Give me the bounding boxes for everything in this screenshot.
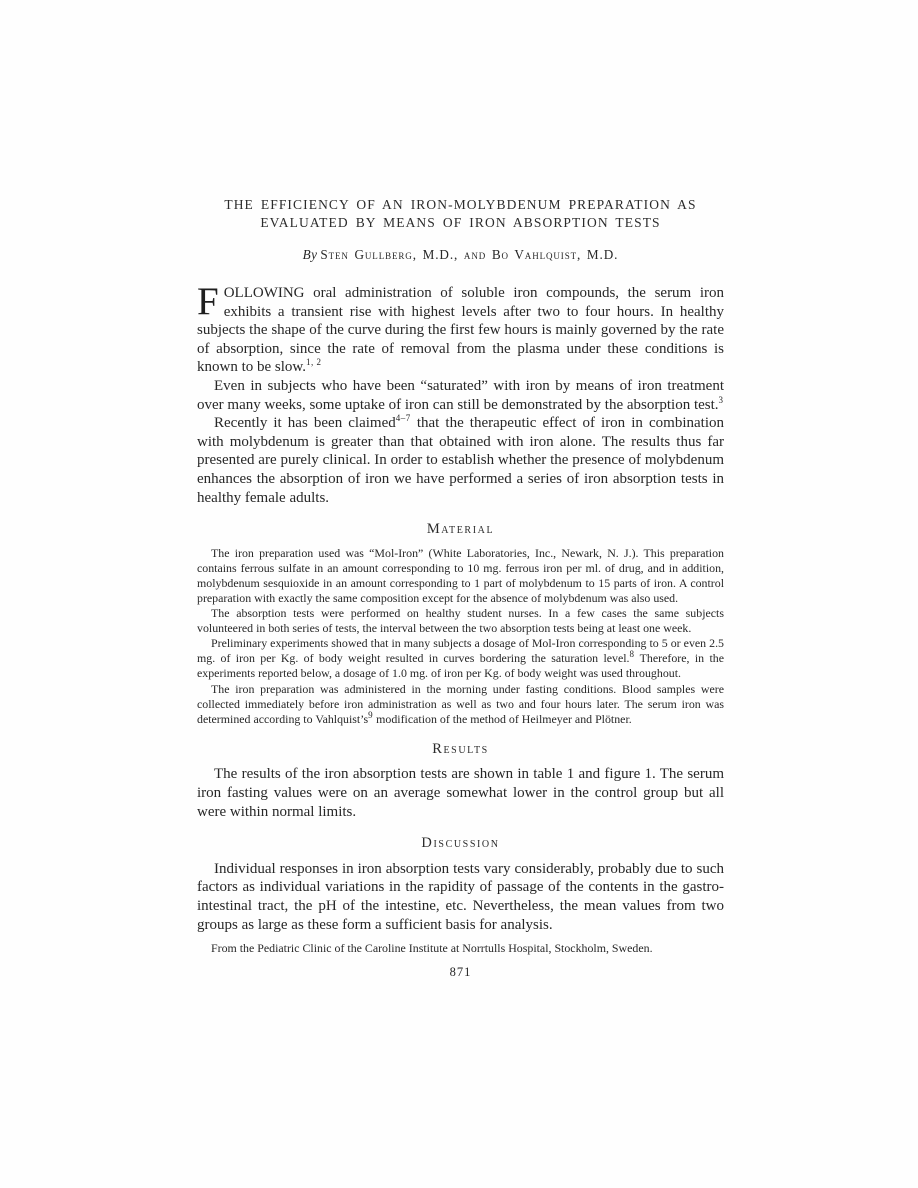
intro-paragraph-3-text-before: Recently it has been claimed xyxy=(214,415,396,432)
intro-paragraph-2-text: Even in subjects who have been “saturated” with iron by means of iron treatment over many weeks, some uptake of iron can still be demonstrated by the absorption test. xyxy=(197,377,724,413)
reference-marker-4-7: 4–7 xyxy=(395,413,411,424)
intro-paragraph-1 xyxy=(197,280,724,377)
intro-paragraph-1-text: OLLOWING oral administration of soluble iron compounds, the serum iron exhibits a transient rise with highest levels after two to four hours. In healthy subjects the shape of the curve during the first few hours is mainly governed by the rate of absorption, since the rate of removal from the plasma under these conditions is known to be slow. xyxy=(197,285,724,376)
material-paragraph-4-text-after: modification of the method of Heilmeyer and Plötner. xyxy=(373,711,632,726)
dropcap-letter: F xyxy=(197,280,219,323)
article-title xyxy=(197,196,724,232)
page-number: 871 xyxy=(449,965,472,980)
material-section xyxy=(197,546,724,727)
byline-authors: Sten Gullberg, M.D., and Bo Vahlquist, M.D. xyxy=(320,247,619,262)
byline xyxy=(197,247,724,263)
reference-marker-3: 3 xyxy=(718,394,724,405)
page-content xyxy=(197,196,724,982)
material-paragraph-3-text-before: Preliminary experiments showed that in many subjects a dosage of Mol-Iron corresponding to 5 or even 2.5 mg. of iron per Kg. of body weight resulted in curves bordering the saturation level. xyxy=(197,636,724,666)
article-title-line2: EVALUATED BY MEANS OF IRON ABSORPTION TESTS xyxy=(260,215,661,230)
material-paragraph-2: The absorption tests were performed on healthy student nurses. In a few cases the same subjects volunteered in both series of tests, the interval between the two absorption tests being at least one week. xyxy=(197,606,724,636)
affiliation-footnote: From the Pediatric Clinic of the Caroline Institute at Norrtulls Hospital, Stockholm, Sweden. xyxy=(211,941,653,956)
material-paragraph-1: The iron preparation used was “Mol-Iron” (White Laboratories, Inc., Newark, N. J.). This preparation contains ferrous sulfate in an amount corresponding to 10 mg. ferrous iron per ml. of drug, and in addition, molybdenum sesquioxide in an amount corresponding to 1 part of molybdenum to 15 parts of iron. A control preparation with exactly the same composition except for the absence of molybdenum was also used. xyxy=(197,545,724,605)
material-paragraph-3 xyxy=(197,636,724,681)
reference-marker-9: 9 xyxy=(368,709,374,720)
reference-marker-1-2: 1, 2 xyxy=(306,357,322,368)
material-paragraph-4-text-before: The iron preparation was administered in the morning under fasting conditions. Blood samples were collected immediately before iron administration as well as two and four hours later. The serum iron was determined according to Vahlquist’s xyxy=(197,681,724,726)
byline-prefix: By xyxy=(302,247,318,262)
section-heading-material: Material xyxy=(426,521,495,538)
intro-paragraph-3 xyxy=(197,414,724,507)
reference-marker-8: 8 xyxy=(629,649,635,660)
discussion-paragraph-1: Individual responses in iron absorption tests vary considerably, probably due to such factors as individual variations in the rapidity of passage of the contents in the gastro-intestinal tract, the pH of the intestine, etc. Nevertheless, the mean values from two groups as large as these form a sufficient basis for analysis. xyxy=(197,860,724,933)
section-heading-discussion: Discussion xyxy=(421,835,500,852)
results-paragraph-1: The results of the iron absorption tests are shown in table 1 and figure 1. The serum iron fasting values were on an average somewhat lower in the control group but all were within normal limits. xyxy=(197,766,724,820)
article-body xyxy=(197,280,724,982)
intro-paragraph-3-text-after: that the therapeutic effect of iron in combination with molybdenum is greater than that obtained with iron alone. The results thus far presented are purely clinical. In order to establish whether the presence of molybdenum enhances the absorption of iron we have performed a series of iron absorption tests in healthy female adults. xyxy=(197,415,724,506)
material-paragraph-3-text-after: Therefore, in the experiments reported below, a dosage of 1.0 mg. of iron per Kg. of body weight was used throughout. xyxy=(197,651,724,681)
article-title-line1: THE EFFICIENCY OF AN IRON-MOLYBDENUM PREPARATION AS xyxy=(224,197,697,212)
material-paragraph-4 xyxy=(197,682,724,727)
section-heading-results: Results xyxy=(432,740,489,757)
intro-paragraph-2 xyxy=(197,377,724,414)
